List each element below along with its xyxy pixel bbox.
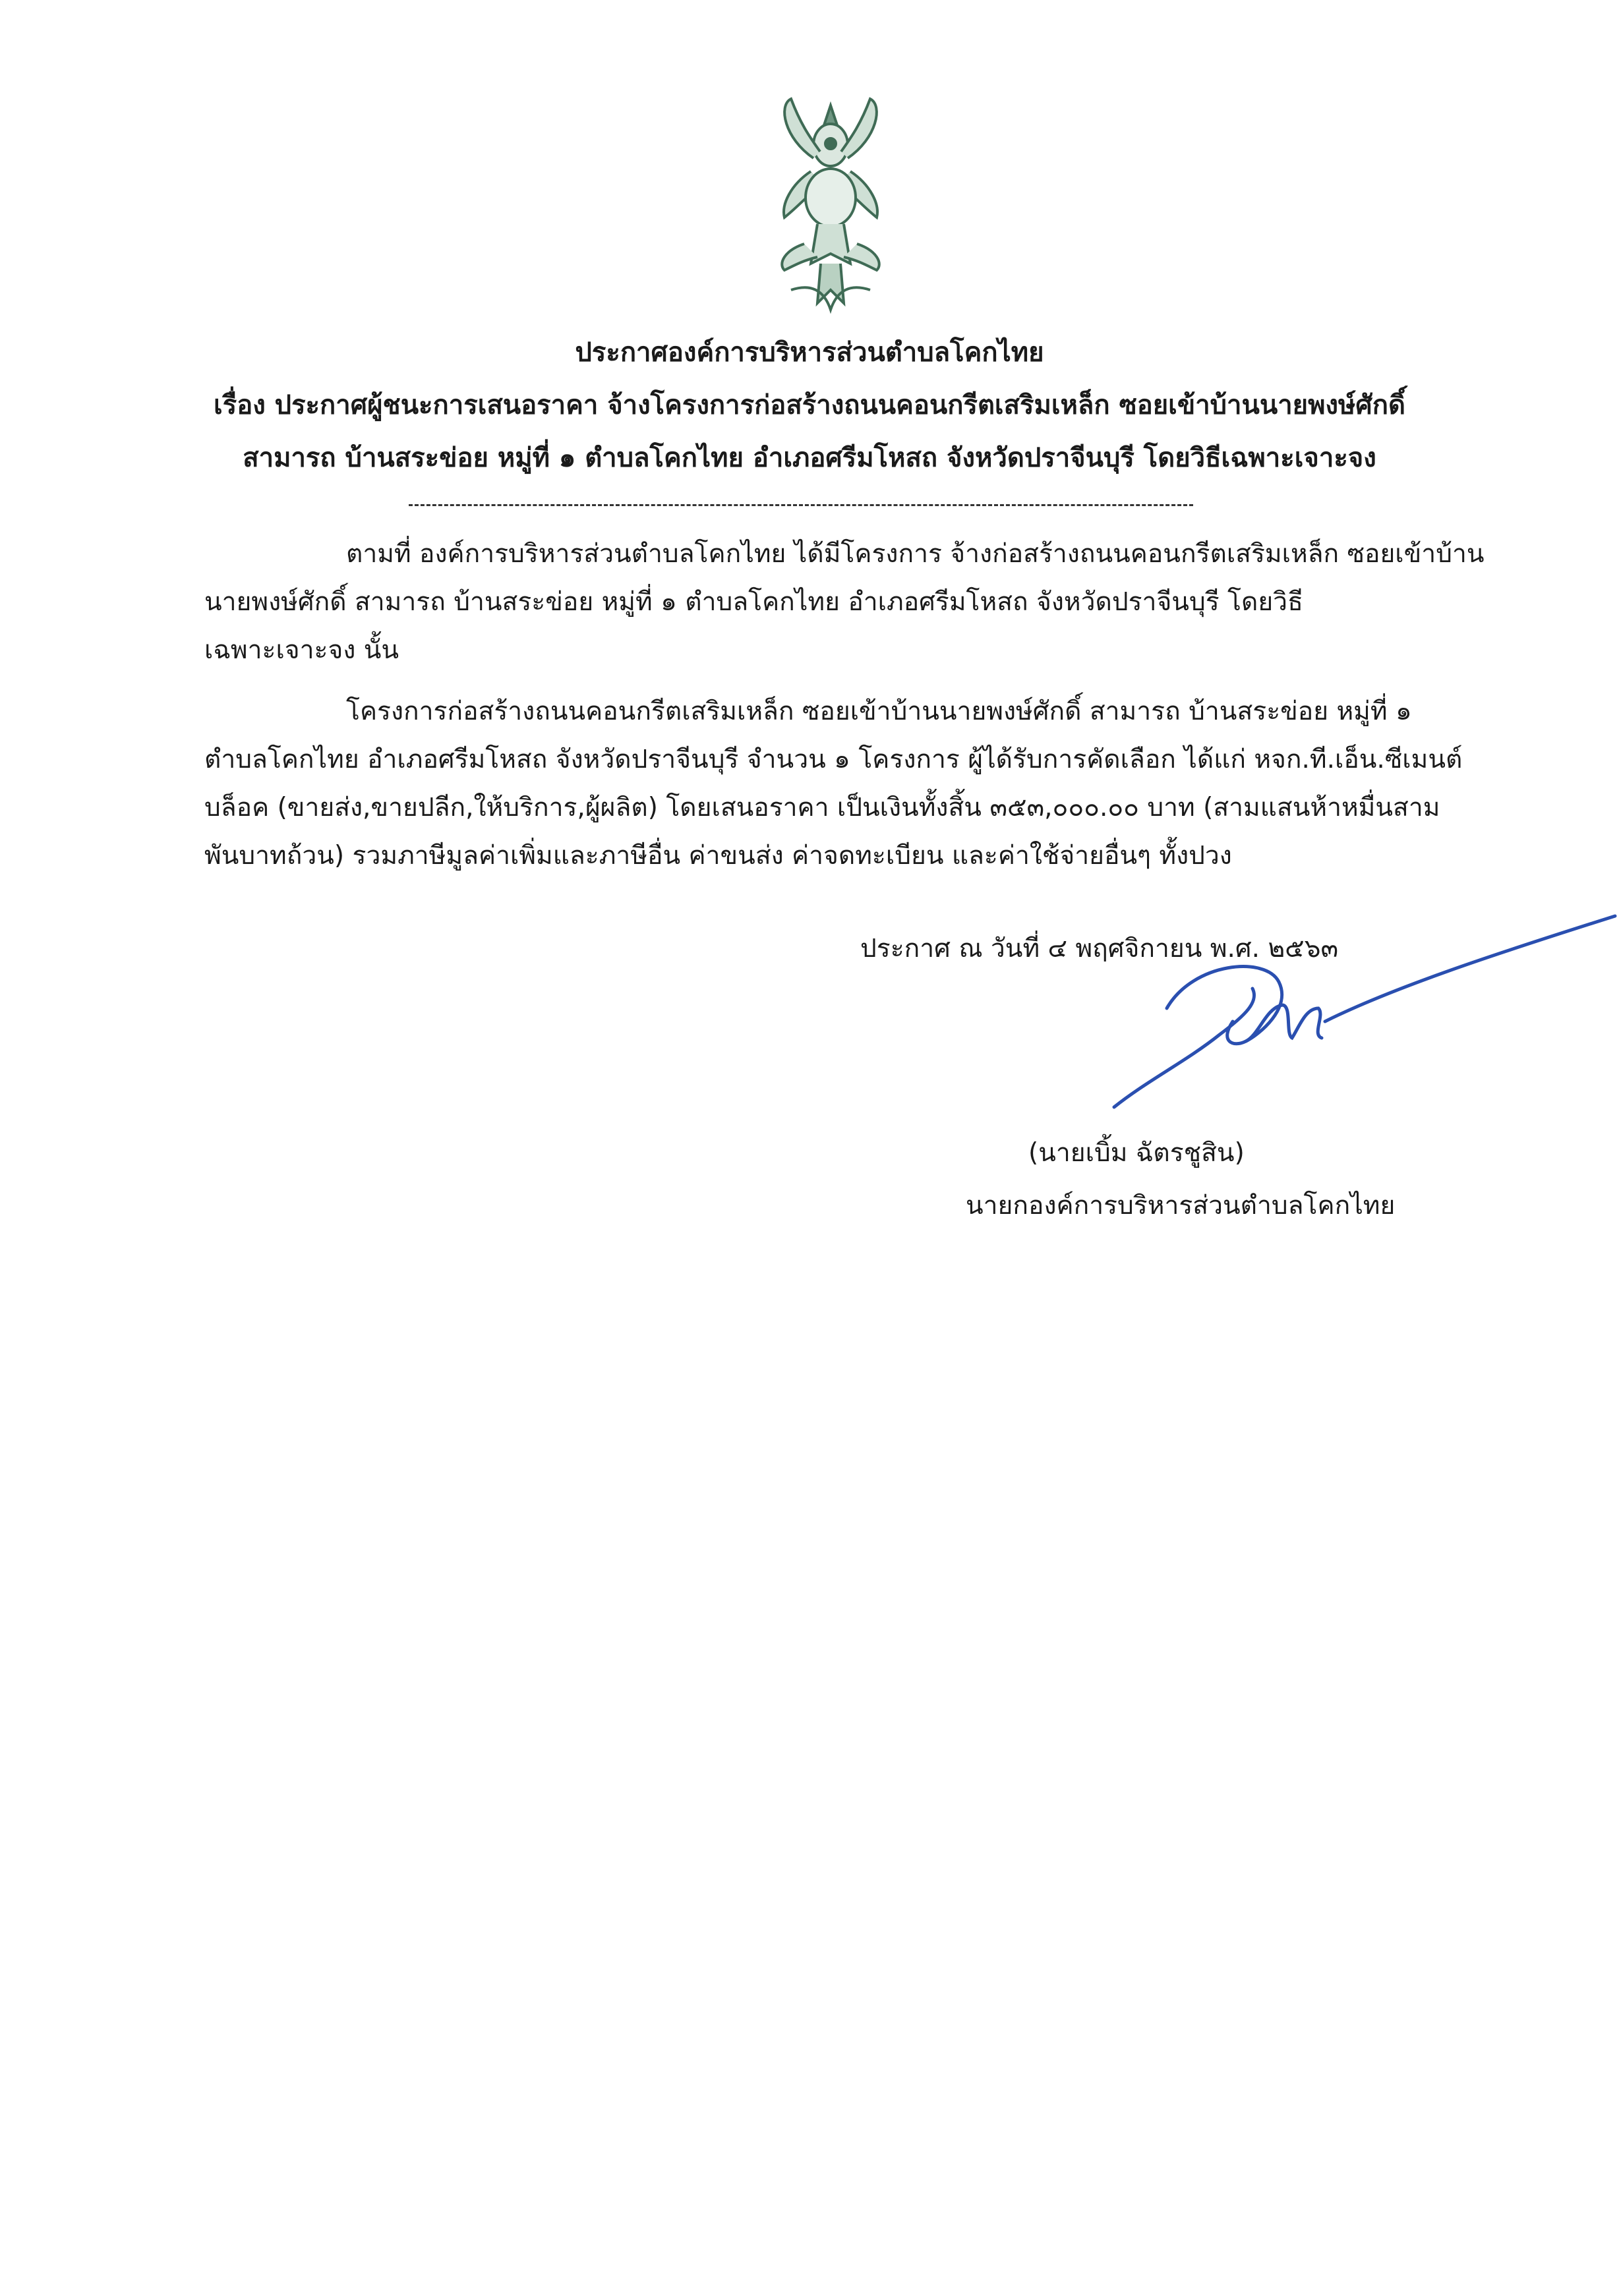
para2-line4: พันบาทถ้วน) รวมภาษีมูลค่าเพิ่มและภาษีอื่น ค่าขนส่ง ค่าจดทะเบียน และค่าใช้จ่ายอื่นๆ ทั้งปวง bbox=[204, 841, 1232, 871]
garuda-emblem bbox=[765, 92, 897, 330]
title-divider bbox=[409, 504, 1193, 506]
signer-position: นายกองค์การบริหารส่วนตำบลโคกไทย bbox=[966, 1191, 1396, 1220]
announcement-date: ประกาศ ณ วันที่ ๔ พฤศจิกายน พ.ศ. ๒๕๖๓ bbox=[860, 934, 1339, 963]
para1-line2: นายพงษ์ศักดิ์ สามารถ บ้านสระข่อย หมู่ที่ ๑ ตำบลโคกไทย อำเภอศรีมโหสถ จังหวัดปราจีนบุรี โดยวิธี bbox=[204, 587, 1303, 617]
para2-line1: โครงการก่อสร้างถนนคอนกรีตเสริมเหล็ก ซอยเข้าบ้านนายพงษ์ศักดิ์ สามารถ บ้านสระข่อย หมู่ที่ ๑ bbox=[346, 697, 1412, 726]
para1-line3: เฉพาะเจาะจง นั้น bbox=[204, 635, 399, 665]
handwritten-signature bbox=[1094, 909, 1619, 1120]
para1-line1: ตามที่ องค์การบริหารส่วนตำบลโคกไทย ได้มีโครงการ จ้างก่อสร้างถนนคอนกรีตเสริมเหล็ก ซอยเข้าบ้าน bbox=[346, 539, 1485, 569]
subject-line-2: สามารถ บ้านสระข่อย หมู่ที่ ๑ ตำบลโคกไทย อำเภอศรีมโหสถ จังหวัดปราจีนบุรี โดยวิธีเฉพาะเจาะจง bbox=[243, 443, 1376, 473]
signer-name: (นายเบิ้ม ฉัตรชูสิน) bbox=[1028, 1138, 1245, 1168]
subject-line-1: เรื่อง ประกาศผู้ชนะการเสนอราคา จ้างโครงการก่อสร้างถนนคอนกรีตเสริมเหล็ก ซอยเข้าบ้านนายพงษ์ศักดิ์ bbox=[214, 390, 1405, 420]
announcement-title: ประกาศองค์การบริหารส่วนตำบลโคกไทย bbox=[575, 337, 1044, 368]
para2-line2: ตำบลโคกไทย อำเภอศรีมโหสถ จังหวัดปราจีนบุรี จำนวน ๑ โครงการ ผู้ได้รับการคัดเลือก ได้แก่ หจก.ที.เอ็น.ซีเมนต์ bbox=[204, 745, 1463, 774]
para2-line3: บล็อค (ขายส่ง,ขายปลีก,ให้บริการ,ผู้ผลิต) โดยเสนอราคา เป็นเงินทั้งสิ้น ๓๕๓,๐๐๐.๐๐ บาท (สามแสนห้าหมื่นสาม bbox=[204, 793, 1440, 822]
